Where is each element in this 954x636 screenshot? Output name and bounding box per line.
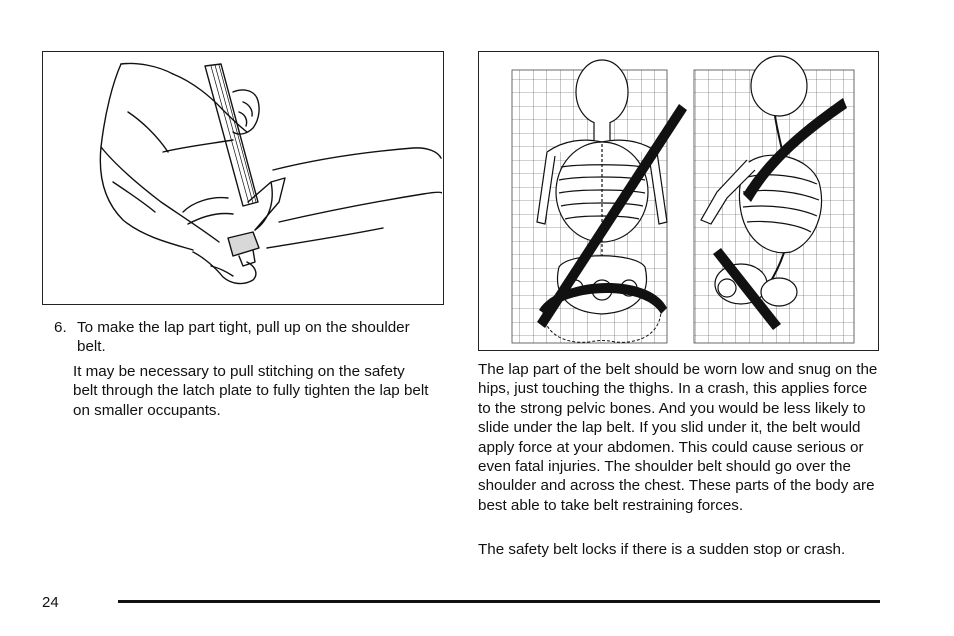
step-number: 6. bbox=[54, 319, 67, 336]
instruction-step bbox=[54, 318, 424, 357]
footer-rule bbox=[118, 600, 880, 603]
belt-tightening-drawing bbox=[43, 52, 442, 303]
page-number: 24 bbox=[42, 594, 59, 611]
belt-position-skeleton-illustration bbox=[478, 51, 879, 351]
belt-tightening-illustration bbox=[42, 51, 444, 305]
lap-belt-paragraph: The lap part of the belt should be worn low and snug on the hips, just touching the thighs. In a crash, this applies force to the strong pelvic bones. And you would be less likely to slide under the lap belt. If you slid under it, the belt would apply force at your abdomen. This could cause serious or even fatal injuries. The shoulder belt should go over the shoulder and across the chest. These parts of the body are best able to take belt restraining forces. bbox=[478, 361, 878, 514]
step-note: It may be necessary to pull stitching on the safety belt through the latch plate to fully tighten the lap belt on smaller occupants. bbox=[73, 363, 429, 419]
skeleton-grid-drawing bbox=[479, 52, 877, 349]
belt-locks-paragraph: The safety belt locks if there is a sudden stop or crash. bbox=[478, 541, 846, 558]
step-text: To make the lap part tight, pull up on the shoulder belt. bbox=[77, 319, 410, 356]
